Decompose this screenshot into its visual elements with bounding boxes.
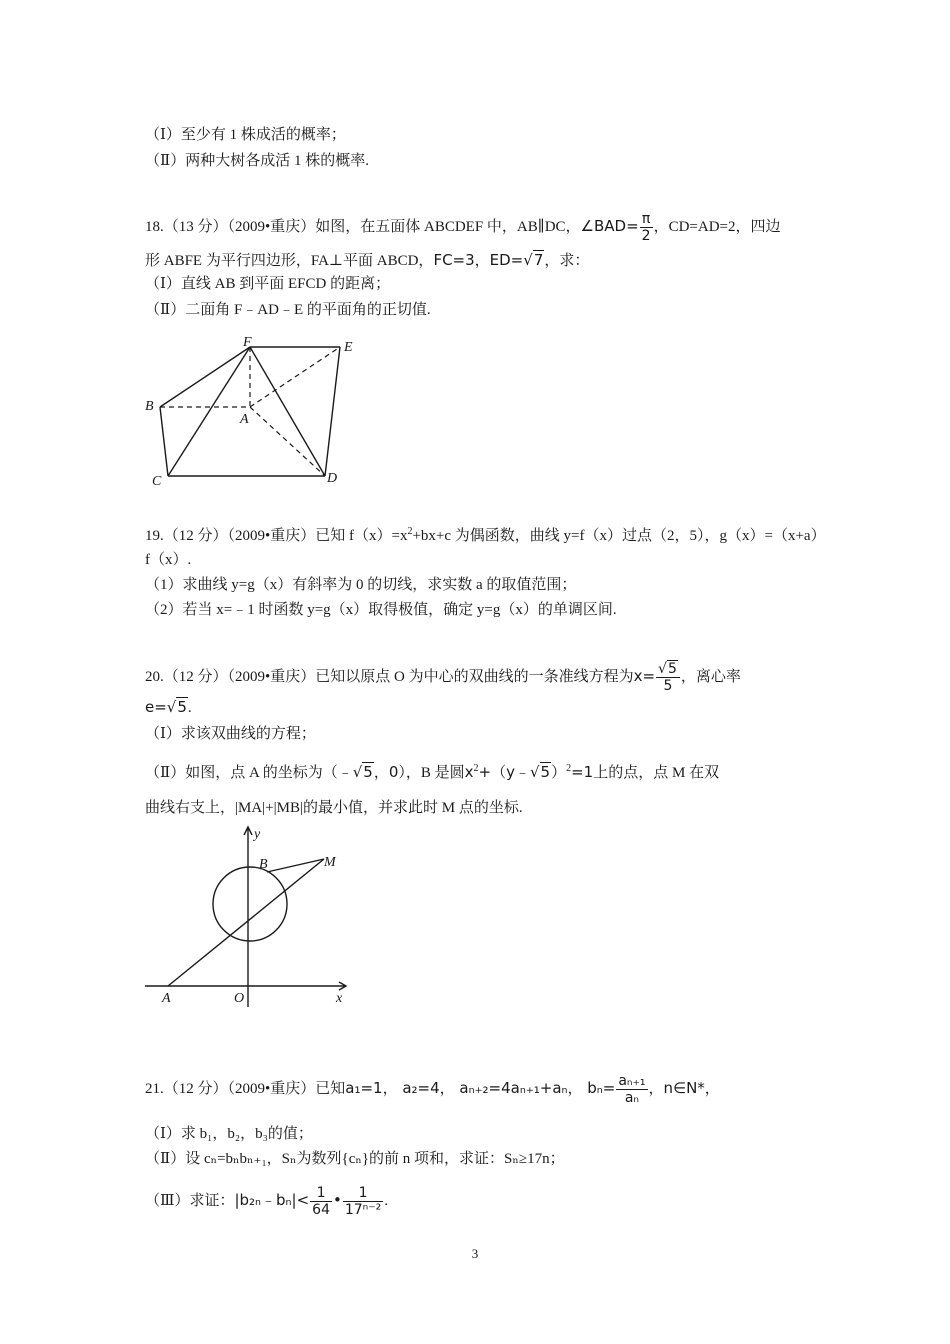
- q20-circle-a: x: [464, 763, 474, 781]
- q18-angle: ∠BAD=: [580, 216, 639, 235]
- q20-label-a: A: [162, 991, 171, 1006]
- q18-sqrt7: √7: [523, 251, 544, 269]
- q21-end: .: [384, 1192, 388, 1209]
- q18-fc: FC=3，: [433, 251, 490, 269]
- q18-cond: ，CD=AD=2，四边: [653, 218, 781, 235]
- q20-coordA-sqrt: √5: [352, 763, 373, 781]
- q21-part3: [145, 1185, 388, 1218]
- q20-figure: [140, 822, 360, 1012]
- q18-part1: （Ⅰ）直线 AB 到平面 EFCD 的距离；: [145, 276, 391, 292]
- q20-circle-d: =1: [571, 763, 594, 781]
- q18-figure: [140, 330, 370, 495]
- q18-line2: [145, 250, 589, 271]
- q20-circle-sup1: 2: [473, 763, 479, 774]
- q19-line1a: 19.（12 分）（2009•重庆）已知 f（x）=x: [145, 528, 408, 544]
- q20-e-end: .: [187, 700, 192, 716]
- q21-part3a: （Ⅲ）求证：: [145, 1192, 235, 1209]
- q19-line2: f（x）.: [145, 552, 192, 568]
- q18-label-f: F: [243, 335, 252, 350]
- q21-b-frac: $\frac{\text{aₙ₊₁}}{\text{aₙ}}$: [618, 1073, 646, 1106]
- q20-part2-line2: 曲线右支上，|MA|+|MB|的最小值，并求此时 M 点的坐标.: [145, 800, 523, 816]
- q20-part1: （Ⅰ）求该双曲线的方程；: [145, 726, 316, 742]
- q20-part2-line1: [145, 762, 719, 783]
- q18-pi-over-2: $\frac{\pi}{2}$: [641, 211, 651, 244]
- q20-label-b: B: [259, 857, 268, 872]
- q18-part2: （Ⅱ）二面角 F﹣AD﹣E 的平面角的正切值.: [145, 302, 431, 318]
- q21-tail: ，n∈N*，: [648, 1078, 720, 1097]
- q21-abs: |b₂ₙ﹣bₙ|<: [234, 1190, 310, 1209]
- q20-circle-b: +（y﹣: [478, 763, 530, 781]
- q18-ed: ED=: [489, 251, 524, 269]
- q20-part2c: 上的点，点 M 在双: [593, 765, 720, 781]
- q17-part1: （Ⅰ）至少有 1 株成活的概率；: [145, 127, 346, 143]
- q18-line2b: ，求：: [544, 253, 590, 269]
- q20-label-m: M: [324, 855, 336, 870]
- q18-label-c: C: [152, 474, 162, 489]
- q18-line2a: 形 ABFE 为平行四边形，FA⊥平面 ABCD，: [145, 253, 434, 269]
- q18-label-e: E: [344, 340, 353, 355]
- q18-intro: 18.（13 分）（2009•重庆）如图，在五面体 ABCDEF 中，AB∥DC，: [145, 218, 581, 235]
- q18-label-d: D: [327, 471, 338, 486]
- q19-part1: （1）求曲线 y=g（x）有斜率为 0 的切线，求实数 a 的取值范围；: [145, 577, 577, 593]
- q20-coordA-a: （﹣: [322, 763, 353, 781]
- q20-line2: [145, 697, 192, 718]
- q18-label-a: A: [240, 412, 249, 427]
- q20-coordA-b: ，0）: [373, 763, 406, 781]
- q21-line1a: 21.（12 分）（2009•重庆）已知: [145, 1080, 346, 1097]
- q21-seq: a₁=1， a₂=4， aₙ₊₂=4aₙ₊₁+aₙ， bₙ=: [345, 1078, 616, 1097]
- q20-label-x: x: [336, 991, 343, 1006]
- q20-line1b: ，离心率: [680, 668, 741, 685]
- page-number: 3: [471, 1246, 479, 1261]
- q21-frac-1-64: $\frac{1}{64}$: [312, 1185, 330, 1218]
- q20-xeq: x=: [633, 666, 656, 685]
- q20-e: e=: [145, 698, 167, 716]
- q19-part2: （2）若当 x=﹣1 时函数 y=g（x）取得极值，确定 y=g（x）的单调区间.: [145, 602, 617, 618]
- q20-circle-sup2: 2: [566, 763, 572, 774]
- q21-line1: [145, 1073, 720, 1106]
- q20-line1: [145, 661, 741, 694]
- q21-part1: （Ⅰ）求 b₁，b₂，b₃的值；: [145, 1126, 313, 1142]
- q20-line1a: 20.（12 分）（2009•重庆）已知以原点 O 为中心的双曲线的一条准线方程为: [145, 668, 634, 685]
- q21-frac-1-17: $\frac{1}{\text{17ⁿ⁻²}}$: [344, 1185, 382, 1218]
- q21-part2: （Ⅱ）设 cₙ=bₙbₙ₊₁，Sₙ为数列{cₙ}的前 n 项和，求证：Sₙ≥17n；: [145, 1151, 565, 1167]
- q20-directrix-frac: $\frac{√5}{5}$: [656, 661, 680, 694]
- q18-line1: [145, 211, 781, 244]
- q19-line1b: +bx+c 为偶函数，曲线 y=f（x）过点（2，5），g（x）=（x+a）: [412, 528, 826, 544]
- q20-label-y: y: [254, 827, 261, 842]
- q19-sup: 2: [407, 526, 413, 537]
- q20-circle-sqrt: √5: [529, 763, 551, 781]
- q20-part2a: （Ⅱ）如图，点 A 的坐标为: [145, 765, 323, 781]
- q20-label-o: O: [234, 991, 245, 1006]
- q21-dot: •: [332, 1190, 342, 1209]
- q18-label-b: B: [145, 399, 154, 414]
- q20-part2b: ，B 是圆: [405, 765, 465, 781]
- q20-sqrt5: √5: [166, 698, 187, 716]
- q17-part2: （Ⅱ）两种大树各成活 1 株的概率.: [145, 153, 369, 169]
- q19-line1: [145, 526, 826, 546]
- q20-circle-c: ）: [551, 763, 567, 781]
